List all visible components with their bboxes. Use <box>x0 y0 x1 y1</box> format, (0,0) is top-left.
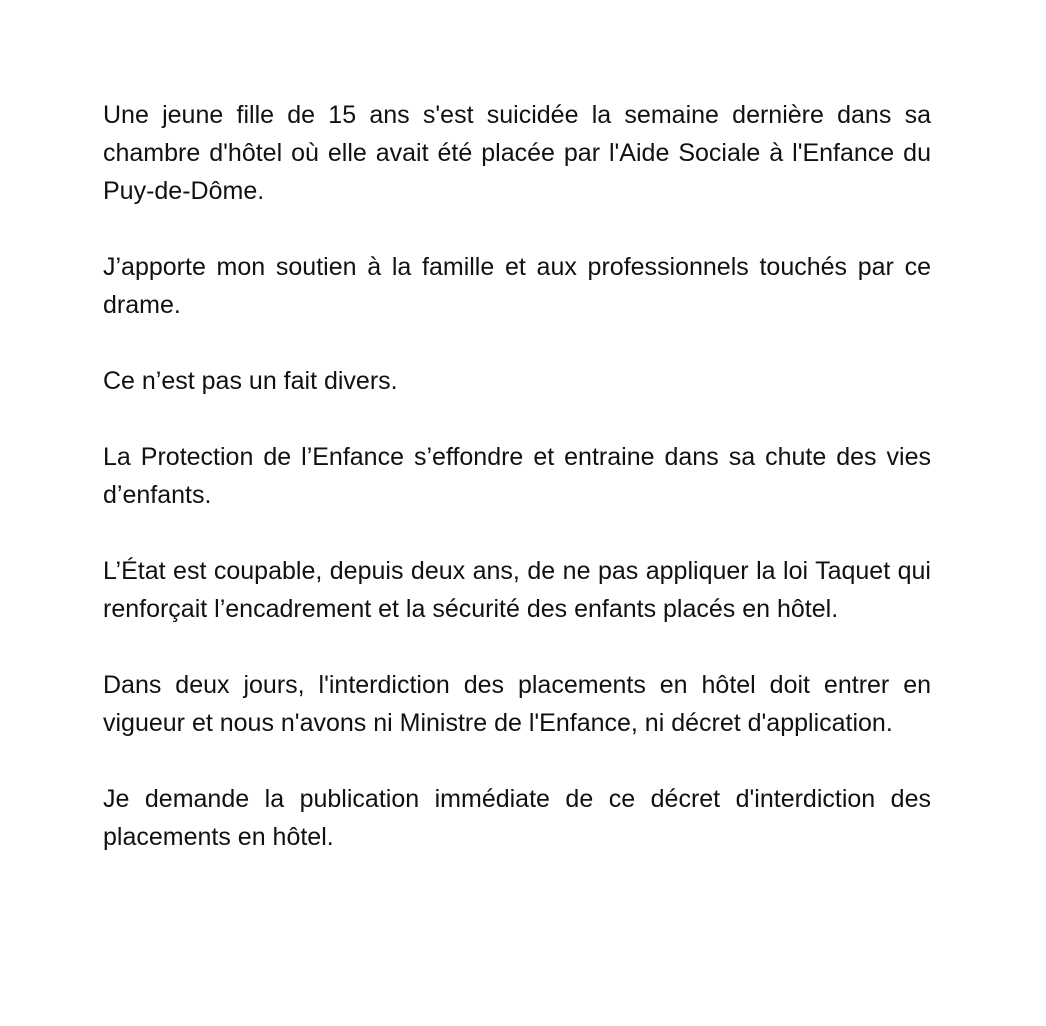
paragraph-support: J’apporte mon soutien à la famille et aux professionnels touchés par ce drame. <box>103 253 931 319</box>
statement-document <box>103 96 931 856</box>
paragraph-not-fait-divers: Ce n’est pas un fait divers. <box>103 367 398 395</box>
paragraph-demand-decree: Je demande la publication immédiate de ce décret d'interdiction des placements en hôtel. <box>103 785 931 851</box>
paragraph-protection-collapse: La Protection de l’Enfance s’effondre et entraine dans sa chute des vies d’enfants. <box>103 443 931 509</box>
paragraph-interdiction-deadline: Dans deux jours, l'interdiction des placements en hôtel doit entrer en vigueur et nous n'avons ni Ministre de l'Enfance, ni décret d'application. <box>103 671 931 737</box>
paragraph-suicide-report: Une jeune fille de 15 ans s'est suicidée la semaine dernière dans sa chambre d'hôtel où elle avait été placée par l'Aide Sociale à l'Enfance du Puy-de-Dôme. <box>103 101 931 205</box>
paragraph-state-guilty: L’État est coupable, depuis deux ans, de ne pas appliquer la loi Taquet qui renforçait l’encadrement et la sécurité des enfants placés en hôtel. <box>103 557 931 623</box>
